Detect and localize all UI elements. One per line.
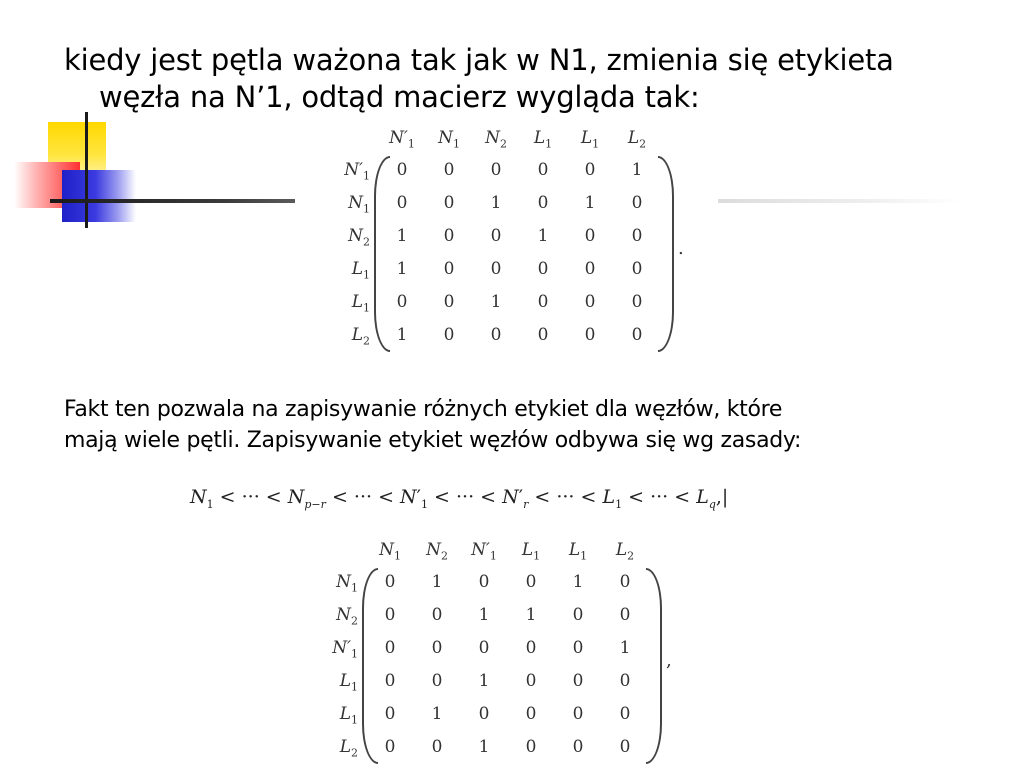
matrix-cell: 0 (584, 292, 596, 312)
matrix-cell: 0 (443, 160, 455, 180)
matrix-cell: 0 (443, 259, 455, 279)
slide-title (64, 42, 964, 116)
matrix-cell: 0 (431, 671, 443, 691)
matrix-cell: 0 (572, 737, 584, 757)
matrix-cell: 0 (431, 638, 443, 658)
matrix-cell: 1 (490, 193, 502, 213)
row-label: $N_1$ (336, 572, 358, 595)
matrix-cell: 0 (619, 704, 631, 724)
left-parenthesis (374, 156, 390, 352)
matrix-cell: 0 (631, 193, 643, 213)
matrix-cell: 1 (396, 259, 408, 279)
row-label: $L_2$ (339, 737, 358, 760)
matrix-cell: 0 (525, 704, 537, 724)
paragraph-line-2: mają wiele pętli. Zapisywanie etykiet węzłów odbywa się wg zasady: (64, 428, 802, 453)
title-line-1: kiedy jest pętla ważona tak jak w N1, zmienia się etykieta (64, 43, 894, 77)
row-label: $N_2$ (348, 226, 370, 249)
matrix-punctuation: . (678, 238, 684, 259)
matrix-cell: 0 (443, 325, 455, 345)
matrix-cell: 0 (384, 638, 396, 658)
column-label: $N_1$ (438, 128, 460, 151)
row-label: $N_2$ (336, 605, 358, 628)
row-label: $L_1$ (351, 292, 370, 315)
matrix-cell: 0 (396, 160, 408, 180)
matrix-cell: 0 (631, 325, 643, 345)
column-label: $N_2$ (485, 128, 507, 151)
matrix-cell: 0 (443, 226, 455, 246)
matrix-cell: 0 (584, 226, 596, 246)
matrix-cell: 1 (537, 226, 549, 246)
matrix-cell: 0 (619, 572, 631, 592)
matrix-cell: 1 (396, 325, 408, 345)
matrix-cell: 0 (631, 259, 643, 279)
right-parenthesis (658, 156, 674, 352)
matrix-cell: 0 (619, 737, 631, 757)
adjacency-matrix-1 (330, 122, 690, 352)
matrix-cell: 1 (490, 292, 502, 312)
column-label: $N'_1$ (389, 128, 415, 151)
matrix-cell: 0 (396, 292, 408, 312)
row-label: $L_1$ (351, 259, 370, 282)
decorative-blue-square (62, 170, 136, 222)
paragraph-line-1: Fakt ten pozwala na zapisywanie różnych etykiet dla węzłów, które (64, 397, 783, 422)
matrix-cell: 0 (631, 226, 643, 246)
column-label: $L_2$ (627, 128, 647, 151)
matrix-cell: 1 (478, 671, 490, 691)
matrix-cell: 0 (490, 259, 502, 279)
matrix-cell: 0 (431, 737, 443, 757)
matrix-cell: 0 (443, 193, 455, 213)
matrix-cell: 0 (572, 605, 584, 625)
matrix-cell: 0 (619, 605, 631, 625)
matrix-cell: 0 (384, 671, 396, 691)
column-label: $N_2$ (426, 540, 448, 563)
matrix-cell: 0 (384, 572, 396, 592)
matrix-cell: 0 (537, 160, 549, 180)
matrix-cell: 0 (572, 671, 584, 691)
matrix-cell: 0 (525, 671, 537, 691)
decorative-horizontal-line (50, 199, 295, 203)
row-label: $L_1$ (339, 704, 358, 727)
matrix-cell: 0 (490, 226, 502, 246)
node-order-rule: $N_1$ < ··· < $N_{p-r}$ < ··· < $N'_1$ < ··· < $N'_r$ < ··· < $L_1$ < ··· < $L_q,|$ (190, 486, 729, 511)
row-label: $N'_1$ (332, 638, 358, 661)
matrix-cell: 0 (384, 737, 396, 757)
decorative-vertical-line (85, 112, 88, 228)
column-label: $L_2$ (615, 540, 635, 563)
matrix-cell: 0 (631, 292, 643, 312)
matrix-cell: 0 (584, 259, 596, 279)
matrix-cell: 0 (584, 160, 596, 180)
matrix-cell: 0 (572, 638, 584, 658)
column-label: $L_1$ (568, 540, 588, 563)
matrix-cell: 0 (490, 160, 502, 180)
matrix-cell: 0 (384, 605, 396, 625)
matrix-cell: 1 (631, 160, 643, 180)
row-label: $L_2$ (351, 325, 370, 348)
decorative-horizontal-line-right (718, 199, 963, 203)
matrix-cell: 1 (396, 226, 408, 246)
column-label: $N_1$ (379, 540, 401, 563)
column-label: $N'_1$ (471, 540, 497, 563)
title-line-2: węzła na N’1, odtąd macierz wygląda tak: (99, 80, 700, 114)
matrix-cell: 0 (490, 325, 502, 345)
matrix-cell: 0 (478, 638, 490, 658)
matrix-cell: 0 (443, 292, 455, 312)
matrix-cell: 1 (525, 605, 537, 625)
matrix-cell: 0 (396, 193, 408, 213)
matrix-cell: 1 (572, 572, 584, 592)
matrix-cell: 0 (525, 572, 537, 592)
matrix-cell: 0 (619, 671, 631, 691)
matrix-cell: 0 (525, 638, 537, 658)
column-label: $L_1$ (580, 128, 600, 151)
matrix-cell: 0 (537, 193, 549, 213)
matrix-cell: 0 (525, 737, 537, 757)
column-label: $L_1$ (521, 540, 541, 563)
matrix-cell: 0 (584, 325, 596, 345)
matrix-cell: 0 (537, 259, 549, 279)
matrix-cell: 1 (619, 638, 631, 658)
adjacency-matrix-2 (318, 534, 678, 764)
matrix-cell: 1 (431, 572, 443, 592)
left-parenthesis (362, 568, 378, 764)
matrix-cell: 0 (537, 292, 549, 312)
column-label: $L_1$ (533, 128, 553, 151)
row-label: $L_1$ (339, 671, 358, 694)
matrix-punctuation: , (666, 650, 672, 671)
matrix-cell: 1 (478, 605, 490, 625)
matrix-cell: 0 (478, 572, 490, 592)
body-paragraph (64, 394, 964, 456)
matrix-cell: 0 (431, 605, 443, 625)
row-label: $N_1$ (348, 193, 370, 216)
matrix-cell: 0 (384, 704, 396, 724)
matrix-cell: 1 (584, 193, 596, 213)
row-label: $N'_1$ (344, 160, 370, 183)
matrix-cell: 0 (572, 704, 584, 724)
matrix-cell: 0 (537, 325, 549, 345)
matrix-cell: 0 (478, 704, 490, 724)
matrix-cell: 1 (478, 737, 490, 757)
right-parenthesis (646, 568, 662, 764)
matrix-cell: 1 (431, 704, 443, 724)
